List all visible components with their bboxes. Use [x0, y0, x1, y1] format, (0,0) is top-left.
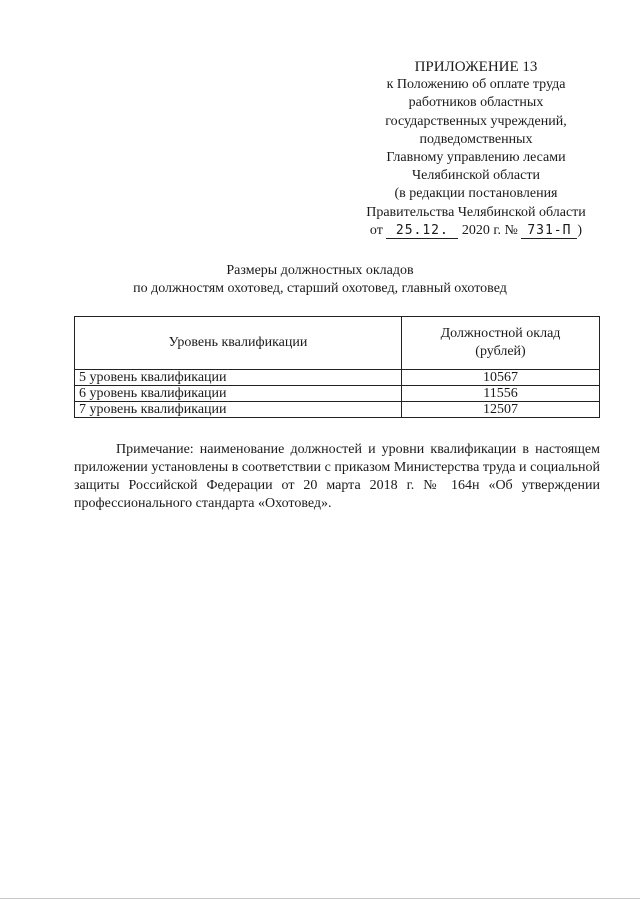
document-heading [0, 262, 640, 298]
salary-header-line-1: Должностной оклад [440, 326, 561, 341]
heading-line-2: по должностям охотовед, старший охотовед, главный охотовед [133, 281, 507, 296]
salary-amount-cell: 10567 [402, 370, 600, 386]
date-prefix: от [369, 222, 383, 238]
qualification-level-cell: 6 уровень квалификации [75, 386, 402, 402]
handwritten-number: 731-П [521, 224, 577, 239]
salary-amount-cell: 12507 [402, 402, 600, 418]
table-row [75, 370, 600, 386]
appendix-line: государственных учреждений, [385, 113, 567, 129]
salary-header [402, 317, 600, 370]
table-header-row [75, 317, 600, 370]
decree-date-line [338, 222, 614, 240]
appendix-line: Челябинской области [412, 168, 540, 184]
salary-amount-cell: 11556 [402, 386, 600, 402]
appendix-title: ПРИЛОЖЕНИЕ 13 [414, 59, 538, 75]
appendix-line: (в редакции постановления [394, 186, 558, 202]
salary-table [74, 316, 600, 418]
heading-line-1: Размеры должностных окладов [226, 263, 414, 278]
appendix-block [338, 58, 614, 240]
appendix-line: к Положению об оплате труда [386, 77, 566, 93]
qualification-level-cell: 5 уровень квалификации [75, 370, 402, 386]
qualification-level-cell: 7 уровень квалификации [75, 402, 402, 418]
handwritten-date: 25.12. [386, 224, 458, 239]
salary-header-line-2: (рублей) [475, 344, 526, 359]
appendix-line: Правительства Челябинской области [366, 204, 586, 220]
appendix-line: работников областных [408, 95, 544, 111]
table-row [75, 386, 600, 402]
note-text: Примечание: наименование должностей и уровни квалификации в настоящем приложении установлены в соответствии с приказом Министерства труда и социальной защиты Российской Федерации от 20 марта 2018 г. № 164н «Об утверждении профессионального стандарта «Охотовед». [74, 442, 600, 511]
appendix-line: Главному управлению лесами [386, 150, 566, 166]
note-paragraph [74, 441, 600, 513]
qualification-header: Уровень квалификации [75, 317, 402, 370]
date-year: 2020 г. № [461, 222, 518, 238]
appendix-line: подведомственных [419, 131, 533, 147]
table-row [75, 402, 600, 418]
scan-edge-divider [0, 898, 640, 899]
date-suffix: ) [577, 222, 583, 238]
